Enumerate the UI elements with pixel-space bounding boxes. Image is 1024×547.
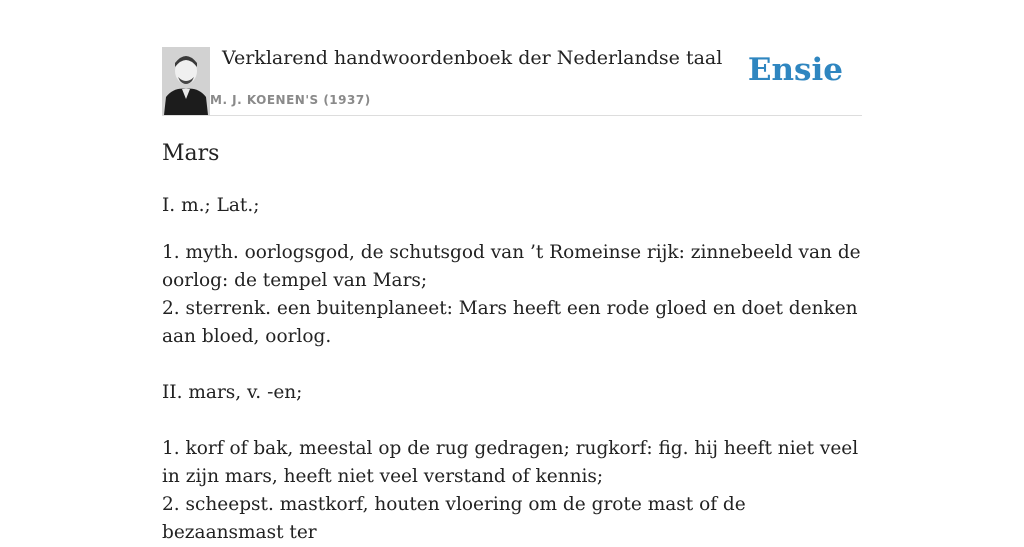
dictionary-entry — [162, 138, 862, 547]
entry-headword: Mars — [162, 141, 220, 166]
entry-sense-1-2: 2. sterrenk. een buitenplaneet: Mars heeft een rode gloed en doet denken aan bloed, oorlog. — [162, 298, 858, 347]
dictionary-title[interactable]: Verklarend handwoordenboek der Nederlandse taal — [222, 47, 723, 69]
entry-sense-2-2: 2. scheepst. mastkorf, houten vloering om de grote mast of de bezaansmast ter — [162, 494, 746, 543]
entry-spacer — [162, 351, 862, 379]
entry-spacer — [162, 407, 862, 435]
entry-grammar-2: II. mars, v. -en; — [162, 382, 303, 403]
entry-sense-1-1: 1. myth. oorlogsgod, de schutsgod van ’t Romeinse rijk: zinnebeeld van de oorlog: de tempel van Mars; — [162, 242, 861, 291]
dictionary-header — [162, 46, 862, 116]
dictionary-author: M. J. KOENEN'S (1937) — [210, 93, 371, 107]
entry-sense-2-1: 1. korf of bak, meestal op de rug gedragen; rugkorf: fig. hij heeft niet veel in zijn mars, heeft niet veel verstand of kennis; — [162, 438, 859, 487]
author-portrait-icon — [162, 47, 210, 115]
ensie-logo-link[interactable]: Ensie — [747, 52, 843, 88]
entry-grammar-1: I. m.; Lat.; — [162, 195, 260, 216]
